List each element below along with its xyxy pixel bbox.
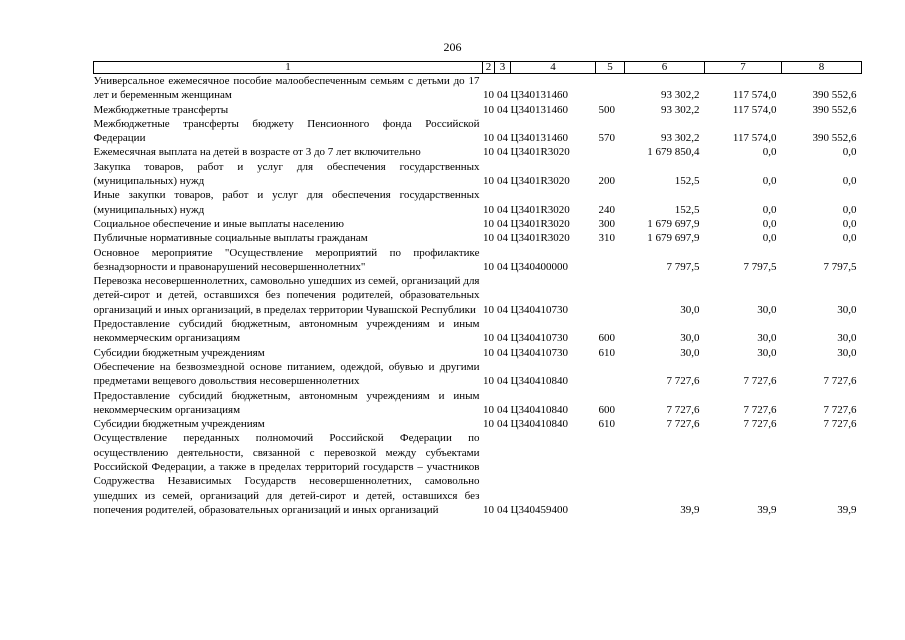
section-cell: 10	[483, 503, 494, 516]
expense-type-cell: 570	[598, 132, 615, 145]
amount-year2-cell: 7 727,6	[743, 418, 777, 431]
item-name: Предоставление субсидий бюджетным, автономным учреждениям и иным некоммерческим организациям	[93, 389, 480, 416]
amount-year3-cell: 390 552,6	[812, 132, 857, 145]
item-name-cell	[94, 431, 483, 517]
amount-year3-cell: 390 552,6	[812, 103, 857, 116]
target-article-cell: Ц340410840	[510, 375, 568, 388]
expense-type-cell: 300	[598, 217, 615, 230]
section-cell: 10	[483, 332, 494, 345]
item-name: Перевозка несовершеннолетних, самовольно ушедших из семей, организаций для детей-сирот и детей, оставшихся без попечения родителей, образовательных организаций и иных организаций, в пределах территории Чувашской Республики	[93, 275, 480, 316]
section-cell: 10	[483, 303, 494, 316]
section-cell: 10	[483, 175, 494, 188]
amount-year3-cell: 30,0	[837, 303, 857, 316]
target-article-cell: Ц340410730	[510, 332, 568, 345]
amount-year2-cell: 117 574,0	[732, 103, 777, 116]
table-row	[94, 389, 862, 418]
amount-year1-cell: 93 302,2	[661, 89, 700, 102]
section-cell: 10	[483, 375, 494, 388]
column-header: 4	[511, 62, 596, 74]
amount-year3-cell: 7 727,6	[823, 418, 857, 431]
table-row	[94, 145, 862, 159]
item-name: Осуществление переданных полномочий Российской Федерации по осуществлению деятельности, связанной с перевозкой между субъектами Российской Федерации, а также в пределах территорий государств – участников Содружества Независимых Государств несовершеннолетних, самовольно ушедших из семей, организаций для детей-сирот и детей, оставшихся без попечения родителей, образовательных организаций и иных организаций	[93, 432, 480, 516]
amount-year2-cell: 0,0	[762, 175, 777, 188]
amount-year2-cell: 30,0	[757, 303, 777, 316]
item-name-cell	[94, 417, 483, 431]
amount-year3-cell: 0,0	[842, 217, 857, 230]
table-row	[94, 246, 862, 275]
section-cell: 10	[483, 418, 494, 431]
amount-year1-cell: 7 727,6	[666, 418, 700, 431]
target-article-cell: Ц3401R3020	[510, 175, 570, 188]
amount-year3-cell: 0,0	[842, 203, 857, 216]
amount-year2-cell: 0,0	[762, 217, 777, 230]
amount-year3-cell: 0,0	[842, 175, 857, 188]
column-header: 1	[94, 62, 483, 74]
amount-year3-cell: 30,0	[837, 332, 857, 345]
table-row	[94, 117, 862, 146]
item-name-cell	[94, 346, 483, 360]
target-article-cell: Ц340410730	[510, 346, 568, 359]
amount-year3-cell: 7 797,5	[823, 260, 857, 273]
section-cell: 10	[483, 403, 494, 416]
expense-type-cell: 610	[598, 346, 615, 359]
item-name: Иные закупки товаров, работ и услуг для обеспечения государственных (муниципальных) нужд	[93, 189, 480, 216]
item-name: Межбюджетные трансферты бюджету Пенсионного фонда Российской Федерации	[93, 117, 480, 145]
expense-type-cell: 310	[598, 232, 615, 245]
table-row	[94, 217, 862, 231]
amount-year3-cell: 0,0	[842, 232, 857, 245]
section-cell: 10	[483, 89, 494, 102]
subsection-cell: 04	[497, 232, 508, 245]
amount-year2-cell: 30,0	[757, 346, 777, 359]
table-body	[94, 74, 862, 518]
column-header: 6	[625, 62, 705, 74]
section-cell: 10	[483, 217, 494, 230]
target-article-cell: Ц3401R3020	[510, 232, 570, 245]
amount-year2-cell: 0,0	[762, 232, 777, 245]
target-article-cell: Ц3401R3020	[510, 203, 570, 216]
amount-year1-cell: 30,0	[680, 332, 700, 345]
table-row	[94, 188, 862, 217]
table-row	[94, 274, 862, 317]
amount-year2-cell: 117 574,0	[732, 89, 777, 102]
item-name: Закупка товаров, работ и услуг для обеспечения государственных (муниципальных) нужд	[93, 160, 480, 188]
expense-type-cell: 200	[598, 175, 615, 188]
target-article-cell: Ц340410730	[510, 303, 568, 316]
item-name-cell	[94, 274, 483, 317]
column-header: 2	[483, 62, 495, 74]
item-name-cell	[94, 389, 483, 418]
item-name-cell	[94, 217, 483, 231]
table-row	[94, 74, 862, 103]
amount-year1-cell: 7 797,5	[666, 260, 700, 273]
target-article-cell: Ц340131460	[510, 103, 568, 116]
expense-type-cell: 500	[598, 103, 615, 116]
subsection-cell: 04	[497, 403, 508, 416]
target-article-cell: Ц340131460	[510, 132, 568, 145]
section-cell: 10	[483, 103, 494, 116]
amount-year2-cell: 39,9	[757, 503, 777, 516]
expense-type-cell: 600	[598, 332, 615, 345]
item-name: Предоставление субсидий бюджетным, автономным учреждениям и иным некоммерческим организациям	[93, 318, 480, 345]
expense-type-cell: 240	[598, 203, 615, 216]
section-cell: 10	[483, 260, 494, 273]
item-name: Межбюджетные трансферты	[93, 103, 229, 116]
amount-year3-cell: 0,0	[842, 146, 857, 159]
item-name: Социальное обеспечение и иные выплаты населению	[93, 217, 345, 230]
amount-year1-cell: 30,0	[680, 346, 700, 359]
subsection-cell: 04	[497, 346, 508, 359]
table-row	[94, 346, 862, 360]
item-name-cell	[94, 317, 483, 346]
subsection-cell: 04	[497, 303, 508, 316]
amount-year1-cell: 1 679 697,9	[647, 232, 700, 245]
budget-table	[93, 61, 862, 517]
target-article-cell: Ц3401R3020	[510, 146, 570, 159]
page-number: 206	[443, 40, 462, 54]
item-name-cell	[94, 231, 483, 245]
column-header: 8	[782, 62, 862, 74]
table-row	[94, 431, 862, 517]
section-cell: 10	[483, 232, 494, 245]
amount-year2-cell: 0,0	[762, 203, 777, 216]
header-row	[94, 62, 862, 74]
subsection-cell: 04	[497, 217, 508, 230]
amount-year3-cell: 390 552,6	[812, 89, 857, 102]
column-header: 5	[596, 62, 625, 74]
amount-year1-cell: 93 302,2	[661, 132, 700, 145]
item-name-cell	[94, 117, 483, 146]
item-name-cell	[94, 360, 483, 389]
subsection-cell: 04	[497, 103, 508, 116]
subsection-cell: 04	[497, 418, 508, 431]
table-row	[94, 103, 862, 117]
amount-year2-cell: 117 574,0	[732, 132, 777, 145]
target-article-cell: Ц340131460	[510, 89, 568, 102]
section-cell: 10	[483, 203, 494, 216]
amount-year2-cell: 7 797,5	[743, 260, 777, 273]
amount-year3-cell: 7 727,6	[823, 375, 857, 388]
expense-type-cell: 600	[598, 403, 615, 416]
expense-type-cell	[596, 246, 625, 275]
target-article-cell: Ц340459400	[510, 503, 568, 516]
table-row	[94, 360, 862, 389]
amount-year1-cell: 152,5	[674, 203, 700, 216]
item-name-cell	[94, 145, 483, 159]
target-article-cell: Ц340410840	[510, 418, 568, 431]
section-cell: 10	[483, 132, 494, 145]
amount-year1-cell: 1 679 697,9	[647, 217, 700, 230]
target-article-cell: Ц3401R3020	[510, 217, 570, 230]
item-name: Ежемесячная выплата на детей в возрасте от 3 до 7 лет включительно	[93, 146, 421, 159]
item-name: Универсальное ежемесячное пособие малообеспеченным семьям с детьми до 17 лет и беременным женщинам	[93, 75, 480, 102]
amount-year1-cell: 30,0	[680, 303, 700, 316]
subsection-cell: 04	[497, 89, 508, 102]
amount-year1-cell: 7 727,6	[666, 403, 700, 416]
subsection-cell: 04	[497, 375, 508, 388]
item-name: Публичные нормативные социальные выплаты гражданам	[93, 232, 368, 245]
table-row	[94, 231, 862, 245]
amount-year3-cell: 7 727,6	[823, 403, 857, 416]
item-name: Субсидии бюджетным учреждениям	[93, 346, 265, 359]
item-name-cell	[94, 246, 483, 275]
column-header: 7	[705, 62, 782, 74]
item-name: Обеспечение на безвозмездной основе питанием, одеждой, обувью и другими предметами вещевого довольствия несовершеннолетних	[93, 360, 480, 388]
item-name-cell	[94, 188, 483, 217]
expense-type-cell	[596, 360, 625, 389]
expense-type-cell	[596, 431, 625, 517]
subsection-cell: 04	[497, 175, 508, 188]
subsection-cell: 04	[497, 332, 508, 345]
expense-type-cell	[596, 145, 625, 159]
expense-type-cell: 610	[598, 418, 615, 431]
item-name-cell	[94, 160, 483, 189]
amount-year2-cell: 7 727,6	[743, 375, 777, 388]
amount-year2-cell: 0,0	[762, 146, 777, 159]
amount-year3-cell: 30,0	[837, 346, 857, 359]
table-row	[94, 417, 862, 431]
subsection-cell: 04	[497, 503, 508, 516]
item-name-cell	[94, 74, 483, 103]
amount-year1-cell: 39,9	[680, 503, 700, 516]
amount-year2-cell: 30,0	[757, 332, 777, 345]
amount-year3-cell: 39,9	[837, 503, 857, 516]
table-row	[94, 160, 862, 189]
section-cell: 10	[483, 346, 494, 359]
amount-year1-cell: 152,5	[674, 175, 700, 188]
item-name: Субсидии бюджетным учреждениям	[93, 418, 265, 431]
subsection-cell: 04	[497, 146, 508, 159]
expense-type-cell	[596, 74, 625, 103]
item-name-cell	[94, 103, 483, 117]
subsection-cell: 04	[497, 203, 508, 216]
expense-type-cell	[596, 274, 625, 317]
section-cell: 10	[483, 146, 494, 159]
column-header: 3	[495, 62, 511, 74]
subsection-cell: 04	[497, 260, 508, 273]
amount-year2-cell: 7 727,6	[743, 403, 777, 416]
item-name: Основное мероприятие "Осуществление мероприятий по профилактике безнадзорности и правонарушений несовершеннолетних"	[93, 246, 480, 273]
amount-year1-cell: 93 302,2	[661, 103, 700, 116]
target-article-cell: Ц340400000	[510, 260, 568, 273]
subsection-cell: 04	[497, 132, 508, 145]
target-article-cell: Ц340410840	[510, 403, 568, 416]
amount-year1-cell: 7 727,6	[666, 375, 700, 388]
table-row	[94, 317, 862, 346]
amount-year1-cell: 1 679 850,4	[647, 146, 700, 159]
